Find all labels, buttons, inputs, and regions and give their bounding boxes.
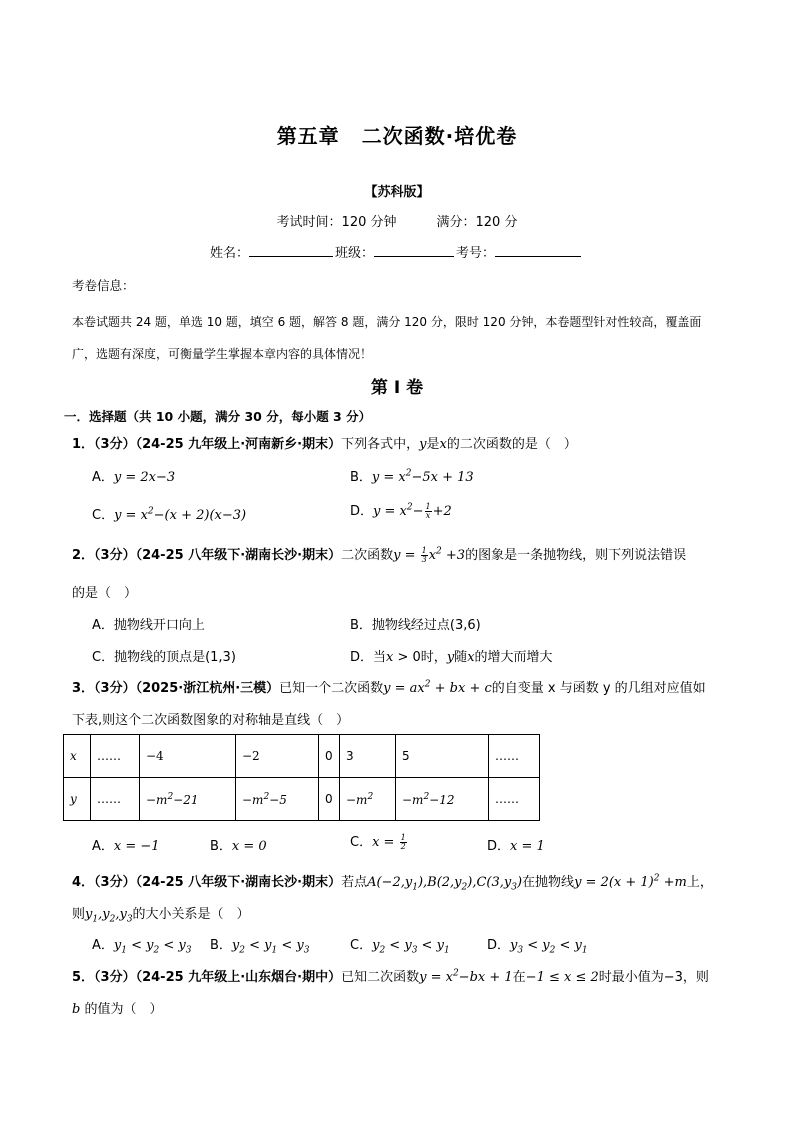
q3-option-d[interactable]: D．x = 1 <box>487 839 545 854</box>
question-number: 4． <box>72 875 95 890</box>
class-label: 班级： <box>335 246 375 261</box>
option-text: $y = x^2-$ $\frac{1}{x}$ +2 <box>373 502 452 520</box>
math-expr: −1 ≤ x ≤ 2 <box>525 970 599 985</box>
option-text: $y_3 < y_2 < y_1$ <box>510 938 588 956</box>
option-text: $y_2 < y_3 < y_1$ <box>372 938 450 956</box>
question-1 <box>72 433 577 452</box>
q1-option-c[interactable]: C．$y = x^2-(x + 2)(x-3)$ <box>92 506 247 523</box>
table-cell: $-m^2$ <box>340 778 396 821</box>
question-number: 2． <box>72 548 95 563</box>
q4-option-b[interactable]: B．$y_2 < y_1 < y_3$ <box>210 938 310 956</box>
q4-option-a[interactable]: A．$y_1 < y_2 < y_3$ <box>92 938 192 956</box>
option-text: x = 1 <box>510 839 545 854</box>
question-source: （24-25 九年级上·河南新乡·期末） <box>135 437 342 452</box>
id-field[interactable] <box>495 242 581 257</box>
table-cell: x <box>64 735 91 778</box>
math-expr: $y = ax^2$ + bx + c <box>383 679 492 696</box>
q2-option-c[interactable]: C．抛物线的顶点是(1,3) <box>92 650 236 665</box>
q2-option-b[interactable]: B．抛物线经过点(3,6) <box>350 618 481 633</box>
table-cell: 0 <box>319 778 340 821</box>
table-cell: y <box>64 778 91 821</box>
exam-time: 考试时间：120 分钟 <box>276 215 397 230</box>
info-heading: 考卷信息： <box>72 278 135 293</box>
q2-option-d[interactable]: D．当x > 0时，y随x的增大而增大 <box>350 650 553 665</box>
question-number: 3． <box>72 681 95 696</box>
q3-option-c[interactable]: C．x = $\frac{1}{2}$ <box>350 833 406 851</box>
table-cell: 0 <box>319 735 340 778</box>
table-cell: 5 <box>396 735 489 778</box>
question-text: 的二次函数的是（ ） <box>446 437 577 452</box>
math-var: x <box>439 437 447 452</box>
table-cell: −4 <box>140 735 236 778</box>
question-source: （24-25 八年级下·湖南长沙·期末） <box>135 548 342 563</box>
question-score: （3分） <box>94 875 136 890</box>
question-score: （3分） <box>94 548 136 563</box>
table-row <box>64 735 540 778</box>
math-expr: y = $\frac{1}{3}$ $x^2 +3$ <box>393 546 466 564</box>
exam-meta <box>0 211 794 230</box>
option-text: $y_2 < y_1 < y_3$ <box>231 938 310 956</box>
q1-option-d[interactable]: D．$y = x^2-$ $\frac{1}{x}$ +2 <box>350 502 452 520</box>
name-field[interactable] <box>249 242 333 257</box>
question-text: 已知一个二次函数 <box>279 681 384 696</box>
question-3 <box>72 677 706 696</box>
class-field[interactable] <box>374 242 454 257</box>
question-score: （3分） <box>94 681 136 696</box>
q1-option-b[interactable]: B．$y = x^2-5x + 13$ <box>350 468 474 485</box>
student-info-line <box>210 242 583 261</box>
name-label: 姓名： <box>210 246 250 261</box>
question-text: 下列各式中， <box>341 437 420 452</box>
section-title: 第 I 卷 <box>370 378 424 398</box>
table-cell: $-m^2-5$ <box>236 778 319 821</box>
question-text: 若点 <box>341 875 368 890</box>
option-text: x = 0 <box>231 839 267 854</box>
table-cell: …… <box>489 735 540 778</box>
question-text: 二次函数 <box>341 548 394 563</box>
table-cell: $-m^2-12$ <box>396 778 489 821</box>
question-text: 的自变量 x 与函数 y 的几组对应值如 <box>491 681 706 696</box>
question-text: 的图象是一条抛物线，则下列说法错误 <box>465 548 687 563</box>
q3-option-b[interactable]: B．x = 0 <box>210 839 267 854</box>
chapter-label: 第五章 <box>276 124 340 148</box>
option-text: y = 2x−3 <box>113 470 176 485</box>
math-expr: $y = x^2-bx + 1$ <box>419 968 513 985</box>
question-2-cont: 的是（ ） <box>72 586 138 601</box>
option-text: $y = x^2-5x + 13$ <box>371 468 474 485</box>
option-text: x = $\frac{1}{2}$ <box>372 833 406 851</box>
q1-option-a[interactable]: A．y = 2x−3 <box>92 470 176 485</box>
question-number: 1． <box>72 437 95 452</box>
table-cell: $-m^2-21$ <box>140 778 236 821</box>
q3-option-a[interactable]: A．x = −1 <box>92 839 160 854</box>
question-text: 已知二次函数 <box>341 970 420 985</box>
question-text: 在抛物线 <box>522 875 575 890</box>
table-cell: 3 <box>340 735 396 778</box>
question-score: （3分） <box>94 970 136 985</box>
question-text: 是 <box>426 437 440 452</box>
question-score: （3分） <box>94 437 136 452</box>
table-cell: −2 <box>236 735 319 778</box>
question-4-cont: 则$y_1,y_2,y_3$的大小关系是（ ） <box>72 907 250 925</box>
question-source: （24-25 八年级下·湖南长沙·期末） <box>135 875 342 890</box>
question-source: （24-25 九年级上·山东烟台·期中） <box>135 970 342 985</box>
question-source: （2025·浙江杭州·三模） <box>135 681 280 696</box>
edition-label: 【苏科版】 <box>364 185 430 200</box>
chapter-name: 二次函数·培优卷 <box>361 124 518 148</box>
question-5-cont: b 的值为（ ） <box>72 1002 163 1017</box>
question-number: 5． <box>72 970 95 985</box>
option-text: $y = x^2-(x + 2)(x-3)$ <box>114 506 247 523</box>
option-text: 抛物线的顶点是(1,3) <box>114 650 236 665</box>
table-cell: …… <box>91 735 140 778</box>
question-text: 时最小值为−3，则 <box>598 970 709 985</box>
table-row <box>64 778 540 821</box>
option-text: $y_1 < y_2 < y_3$ <box>113 938 192 956</box>
math-expr: $y = 2(x + 1)^2 +m$ <box>574 873 687 890</box>
option-text: 当x > 0时，y随x的增大而增大 <box>373 650 553 665</box>
info-text: 本卷试题共 24 题，单选 10 题，填空 6 题，解答 8 题，满分 120 分，限时 120 分钟，本卷题型针对性较高，覆盖面广，选题有深度，可衡量学生掌握本章内容的具体情况！ <box>72 315 702 361</box>
q4-option-d[interactable]: D．$y_3 < y_2 < y_1$ <box>487 938 588 956</box>
page-title <box>0 120 794 149</box>
question-text: 在 <box>512 970 526 985</box>
q4-option-c[interactable]: C．$y_2 < y_3 < y_1$ <box>350 938 450 956</box>
question-text: 上， <box>686 875 713 890</box>
question-4 <box>72 871 713 893</box>
question-2 <box>72 544 686 564</box>
value-table <box>63 734 540 821</box>
option-text: 抛物线经过点(3,6) <box>371 618 481 633</box>
question-3-cont: 下表,则这个二次函数图象的对称轴是直线（ ） <box>72 713 350 728</box>
option-text: 抛物线开口向上 <box>113 618 205 633</box>
table-cell: …… <box>91 778 140 821</box>
question-5 <box>72 966 709 985</box>
math-expr: $A(-2,y_1),B(2,y_2),C(3,y_3)$ <box>367 875 523 893</box>
part-heading: 一．选择题（共 10 小题，满分 30 分，每小题 3 分） <box>64 409 372 424</box>
math-var: y <box>419 437 427 452</box>
option-text: x = −1 <box>113 839 160 854</box>
id-label: 考号： <box>456 246 496 261</box>
full-score: 满分：120 分 <box>436 215 518 230</box>
q2-option-a[interactable]: A．抛物线开口向上 <box>92 618 205 633</box>
table-cell: …… <box>489 778 540 821</box>
